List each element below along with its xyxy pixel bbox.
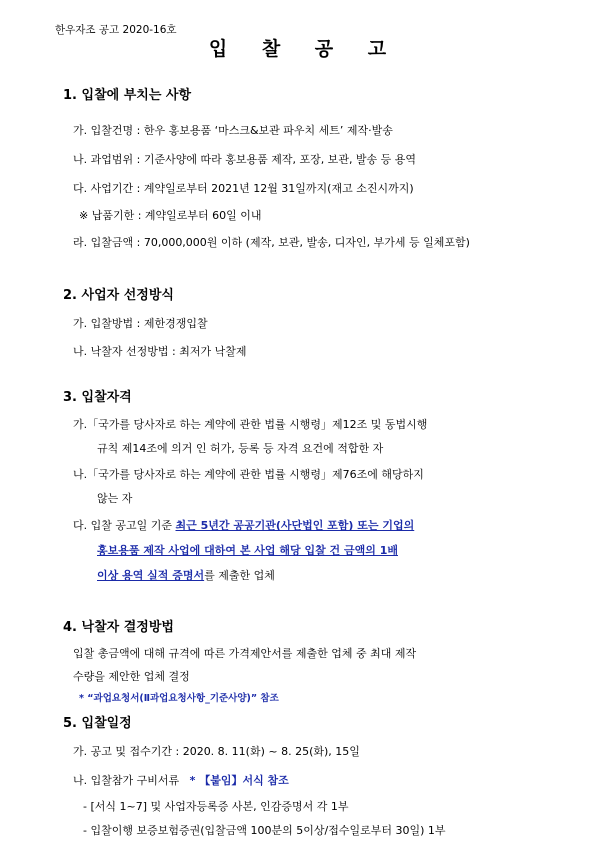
s5-doc-1: - [서식 1~7] 및 사업자등록증 사본, 인감증명서 각 1부	[83, 800, 349, 813]
s1-item-da: 다. 사업기간 : 계약일로부터 2021년 12월 31일까지(재고 소진시까지)	[73, 182, 414, 195]
s1-item-note: ※ 납품기한 : 계약일로부터 60일 이내	[79, 209, 262, 222]
s3-da-rest: 를 제출한 업체	[204, 569, 275, 582]
s3-da-prefix: 다. 입찰 공고일 기준	[73, 519, 176, 532]
s1-item-ga: 가. 입찰건명 : 한우 홍보용품 ‘마스크&보관 파우치 세트’ 제작·발송	[73, 124, 393, 137]
section-4-heading: 4. 낙찰자 결정방법	[63, 620, 174, 635]
document-number: 한우자조 공고 2020-16호	[55, 24, 177, 36]
s1-item-na: 나. 과업범위 : 기준사양에 따라 홍보용품 제작, 포장, 보관, 발송 등 용역	[73, 153, 417, 166]
section-2-heading: 2. 사업자 선정방식	[63, 288, 174, 303]
s3-da-highlight-3: 이상 용역 실적 증명서	[97, 569, 205, 582]
s3-da-highlight-1: 최근 5년간 공공기관(사단법인 포함) 또는 기업의	[175, 519, 415, 532]
s5-doc-2: - 입찰이행 보증보험증권(입찰금액 100분의 5이상/접수일로부터 30일) 1부	[83, 824, 446, 837]
s3-ga-line1: 가.「국가를 당사자로 하는 계약에 관한 법률 시행령」제12조 및 동법시행	[73, 418, 428, 431]
s4-line1: 입찰 총금액에 대해 규격에 따른 가격제안서를 제출한 업체 중 최대 제작	[73, 647, 417, 660]
s5-ga: 가. 공고 및 접수기간 : 2020. 8. 11(화) ~ 8. 25(화), 15일	[73, 745, 360, 758]
section-5-heading: 5. 입찰일정	[63, 716, 132, 731]
s1-item-ra: 라. 입찰금액 : 70,000,000원 이하 (제작, 보관, 발송, 디자인, 부가세 등 일체포함)	[73, 236, 470, 249]
section-1-heading: 1. 입찰에 부치는 사항	[63, 88, 192, 103]
page-title: 입 찰 공 고	[208, 38, 401, 60]
s5-na	[73, 772, 289, 788]
s3-na-line1: 나.「국가를 당사자로 하는 계약에 관한 법률 시행령」제76조에 해당하지	[73, 468, 424, 481]
s4-note: * “과업요청서(Ⅱ과업요청사항_기준사양)” 참조	[79, 693, 279, 704]
s3-da-line2	[97, 542, 398, 558]
s2-item-na: 나. 낙찰자 선정방법 : 최저가 낙찰제	[73, 345, 247, 358]
s3-da-line3	[97, 567, 275, 583]
section-3-heading: 3. 입찰자격	[63, 390, 132, 405]
s5-na-prefix: 나. 입찰참가 구비서류	[73, 774, 180, 787]
s5-na-ref: * 【붙임】서식 참조	[189, 774, 289, 787]
s2-item-ga: 가. 입찰방법 : 제한경쟁입찰	[73, 317, 208, 330]
s3-da-highlight-2: 홍보용품 제작 사업에 대하여 본 사업 해당 입찰 건 금액의 1배	[97, 544, 398, 557]
s3-ga-line2: 규칙 제14조에 의거 인 허가, 등록 등 자격 요건에 적합한 자	[97, 442, 384, 455]
s3-da-line1	[73, 517, 414, 533]
s3-na-line2: 않는 자	[97, 492, 133, 505]
s4-line2: 수량을 제안한 업체 결정	[73, 670, 190, 683]
